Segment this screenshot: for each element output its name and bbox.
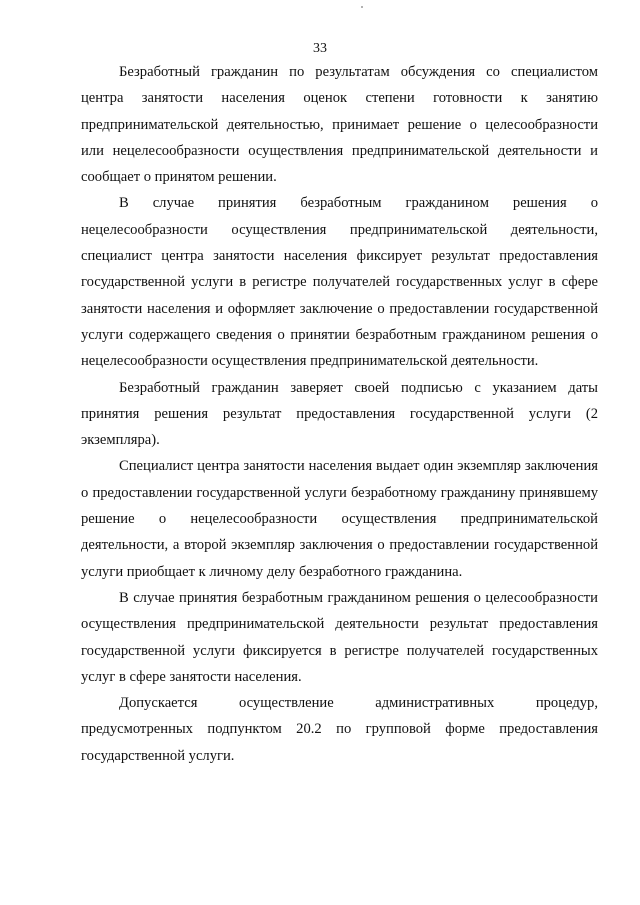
- page-number: 33: [313, 41, 327, 56]
- paragraph-positive-decision: В случае принятия безработным гражданином решения о целесообразности осуществления предпринимательской деятельности результат предоставления государственной услуги фиксируется в регистре получателей государственных услуг в сфере занятости населения.: [81, 589, 598, 685]
- paragraph-negative-decision: В случае принятия безработным гражданином решения о нецелесообразности осуществления предпринимательской деятельности, специалист центра занятости населения фиксирует результат предоставления государственной услуги в регистре получателей государственных услуг в сфере занятости населения и оформляет заключение о предоставлении государственной услуги содержащего сведения о принятии безработным гражданином решения о нецелесообразности осуществления предпринимательской деятельности.: [81, 195, 598, 370]
- paragraph-signature: Безработный гражданин заверяет своей подписью с указанием даты принятия решения результат предоставления государственной услуги (2 экземпляра).: [81, 379, 598, 449]
- paragraph-decision: Безработный гражданин по результатам обсуждения со специалистом центра занятости населения оценок степени готовности к занятию предпринимательской деятельностью, принимает решение о целесообразности или нецелесообразности осуществления предпринимательской деятельности и сообщает о принятом решении.: [81, 64, 598, 186]
- document-body: [81, 59, 598, 769]
- paragraph-group-form: Допускается осуществление административных процедур, предусмотренных подпунктом 20.2 по групповой форме предоставления государственной услуги.: [81, 695, 598, 764]
- scan-speck: [361, 6, 363, 8]
- paragraph-copies: Специалист центра занятости населения выдает один экземпляр заключения о предоставлении государственной услуги безработному гражданину принявшему решение о нецелесообразности осуществления предпринимательской деятельности, а второй экземпляр заключения о предоставлении государственной услуги приобщает к личному делу безработного гражданина.: [81, 458, 598, 580]
